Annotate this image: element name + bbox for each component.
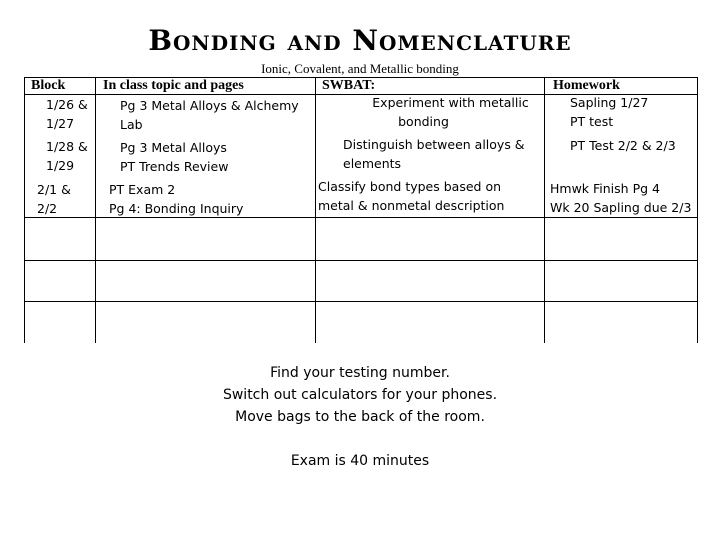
instruction-line: Switch out calculators for your phones.	[222, 387, 498, 403]
exam-duration: Exam is 40 minutes	[290, 453, 430, 469]
row1-block-line1: 1/26 &	[46, 97, 88, 112]
row1-topic-line2: Lab	[120, 117, 143, 132]
row1-swbat-line1: Experiment with metallic	[372, 95, 529, 110]
row1-block-line2: 1/27	[46, 116, 75, 131]
row2-swbat-line1: Distinguish between alloys &	[343, 137, 525, 152]
table-row-divider	[24, 260, 697, 261]
table-col-divider	[95, 77, 96, 343]
header-topic: In class topic and pages	[103, 78, 244, 93]
table-col-divider	[544, 77, 545, 343]
row3-topic	[109, 180, 243, 218]
exam-instructions	[0, 362, 720, 472]
row2-block	[46, 137, 88, 175]
table-row-divider	[24, 301, 697, 302]
row2-block-line1: 1/28 &	[46, 139, 88, 154]
row3-topic-line1: PT Exam 2	[109, 182, 176, 197]
row2-topic	[120, 138, 228, 176]
instruction-line: Move bags to the back of the room.	[235, 409, 485, 425]
row1-block	[46, 95, 88, 133]
row3-block-line2: 2/2	[37, 201, 58, 216]
header-block: Block	[31, 78, 66, 93]
page-title: Bonding and Nomenclature	[148, 24, 572, 57]
row3-topic-line2: Pg 4: Bonding Inquiry	[109, 201, 244, 216]
row1-swbat	[318, 93, 543, 131]
row3-swbat	[318, 177, 504, 215]
row1-topic	[120, 96, 299, 134]
row3-homework	[550, 179, 691, 217]
header-swbat: SWBAT:	[322, 78, 376, 93]
instruction-spacer	[0, 428, 720, 450]
row3-homework-line2: Wk 20 Sapling due 2/3	[550, 200, 692, 215]
row1-swbat-line2: bonding	[398, 114, 449, 129]
instruction-line: Find your testing number.	[270, 365, 450, 381]
row2-block-line2: 1/29	[46, 158, 75, 173]
row3-block-line1: 2/1 &	[37, 182, 71, 197]
row3-block	[37, 180, 71, 218]
table-col-divider	[24, 77, 25, 343]
row3-homework-line1: Hmwk Finish Pg 4	[550, 181, 660, 196]
row2-swbat-line2: elements	[343, 156, 402, 171]
row2-topic-line2: PT Trends Review	[120, 159, 229, 174]
row2-homework-line1: PT Test 2/2 & 2/3	[570, 138, 676, 153]
row1-topic-line1: Pg 3 Metal Alloys & Alchemy	[120, 98, 299, 113]
row2-swbat	[343, 135, 525, 173]
row3-swbat-line2: metal & nonmetal description	[318, 198, 505, 213]
row2-homework	[570, 136, 676, 155]
row2-topic-line1: Pg 3 Metal Alloys	[120, 140, 227, 155]
page-subtitle: Ionic, Covalent, and Metallic bonding	[261, 61, 459, 76]
header-homework: Homework	[553, 78, 620, 93]
row1-homework	[570, 93, 648, 131]
table-col-divider	[697, 77, 698, 343]
row1-homework-line2: PT test	[570, 114, 614, 129]
row3-swbat-line1: Classify bond types based on	[318, 179, 502, 194]
row1-homework-line1: Sapling 1/27	[570, 95, 649, 110]
